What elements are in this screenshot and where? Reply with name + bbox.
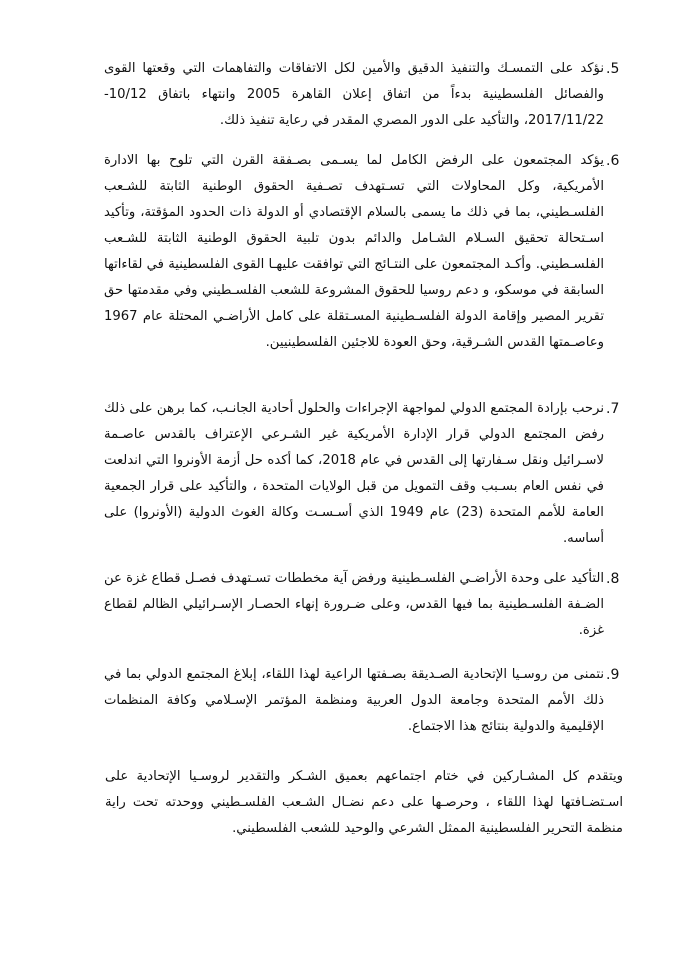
closing-paragraph: ويتقدم كل المشـاركين في ختام اجتماعهم بعميق الشـكر والتقدير لروسـيا الإتحادية على اسـتضـافتها لهذا اللقاء ، وحرصـها على دعم نضـال الشـعب الفلسـطيني ووحدته تحت راية منظمة التحرير الفلسطينية الممثل الشرعي والوحيد للشعب الفلسطيني. bbox=[105, 769, 623, 836]
item-text: نؤكد على التمسـك والتنفيذ الدقيق والأمين لكل الاتفاقات والتفاهمات التي وقعتها القوى والفصائل الفلسطينية بدءاً من اتفاق إعلان القاهرة 2005 وانتهاء باتفاق 10/12-2017/11/22، والتأكيد على الدور المصري المقدر في رعاية تنفيذ ذلك. bbox=[104, 61, 604, 128]
item-number: .7 bbox=[606, 401, 620, 417]
item-text: نتمنى من روسـيا الإتحادية الصـديقة بصـفتها الراعية لهذا اللقاء، إبلاغ المجتمع الدولي بما في ذلك الأمم المتحدة وجامعة الدول العربية ومنظمة المؤتمر الإسـلامي وكافة المنظمات الإقليمية والدولية بنتائج هذا الاجتماع. bbox=[104, 667, 604, 734]
item-text: نرحب بإرادة المجتمع الدولي لمواجهة الإجراءات والحلول أحادية الجانـب، كما برهن على ذلك رفض المجتمع الدولي قرار الإدارة الأمريكية غير الشـرعي الإعتراف بالقدس عاصـمة لاسـرائيل ونقل سـفارتها إلى القدس في عام 2018، كما أكده حل أزمة الأونروا التي اندلعت في نفس العام بسـبب وقف التمويل من قبل الولايات المتحدة ، والتأكيد على قرار الجمعية العامة للأمم المتحدة (23) عام 1949 الذي أسـسـت وكالة الغوث الدولية (الأونروا) على أساسه. bbox=[104, 401, 604, 546]
item-text: التأكيد على وحدة الأراضـي الفلسـطينية ورفض آية مخططات تسـتهدف فصـل قطاع غزة عن الضـفة الفلسـطينية بما فيها القدس، وعلى ضـرورة إنهاء الحصـار الإسـرائيلي الظالم لقطاع غزة. bbox=[104, 571, 604, 638]
item-number: .5 bbox=[606, 61, 620, 77]
item-number: .6 bbox=[606, 153, 620, 169]
item-number: .8 bbox=[606, 571, 620, 587]
item-text: يؤكد المجتمعون على الرفض الكامل لما يسـمى بصـفقة القرن التي تلوح بها الادارة الأمريكية، وكل المحاولات التي تسـتهدف تصـفية الحقوق الوطنية الثابتة للشـعب الفلسـطيني، بما في ذلك ما يسمى بالسلام الإقتصادي أو الدولة ذات الحدود المؤقتة، وتأكيد اسـتحالة تحقيق السـلام الشـامل والدائم بدون تلبية الحقوق الوطنية الثابتة للشـعب الفلسـطيني. وأكـد المجتمعون على النتـائج التي توافقت عليهـا القوى الفلسطينية في لقاءاتها السابقة في موسكو، و دعم روسيا للحقوق المشروعة للشعب الفلسـطيني وفي مقدمتها حق تقرير المصير وإقامة الدولة الفلسـطينية المسـتقلة على كامل الأراضـي المحتلة عام 1967 وعاصـمتها القدس الشـرقية، وحق العودة للاجئين الفلسطينيين. bbox=[104, 153, 604, 350]
item-number: .9 bbox=[606, 667, 620, 683]
